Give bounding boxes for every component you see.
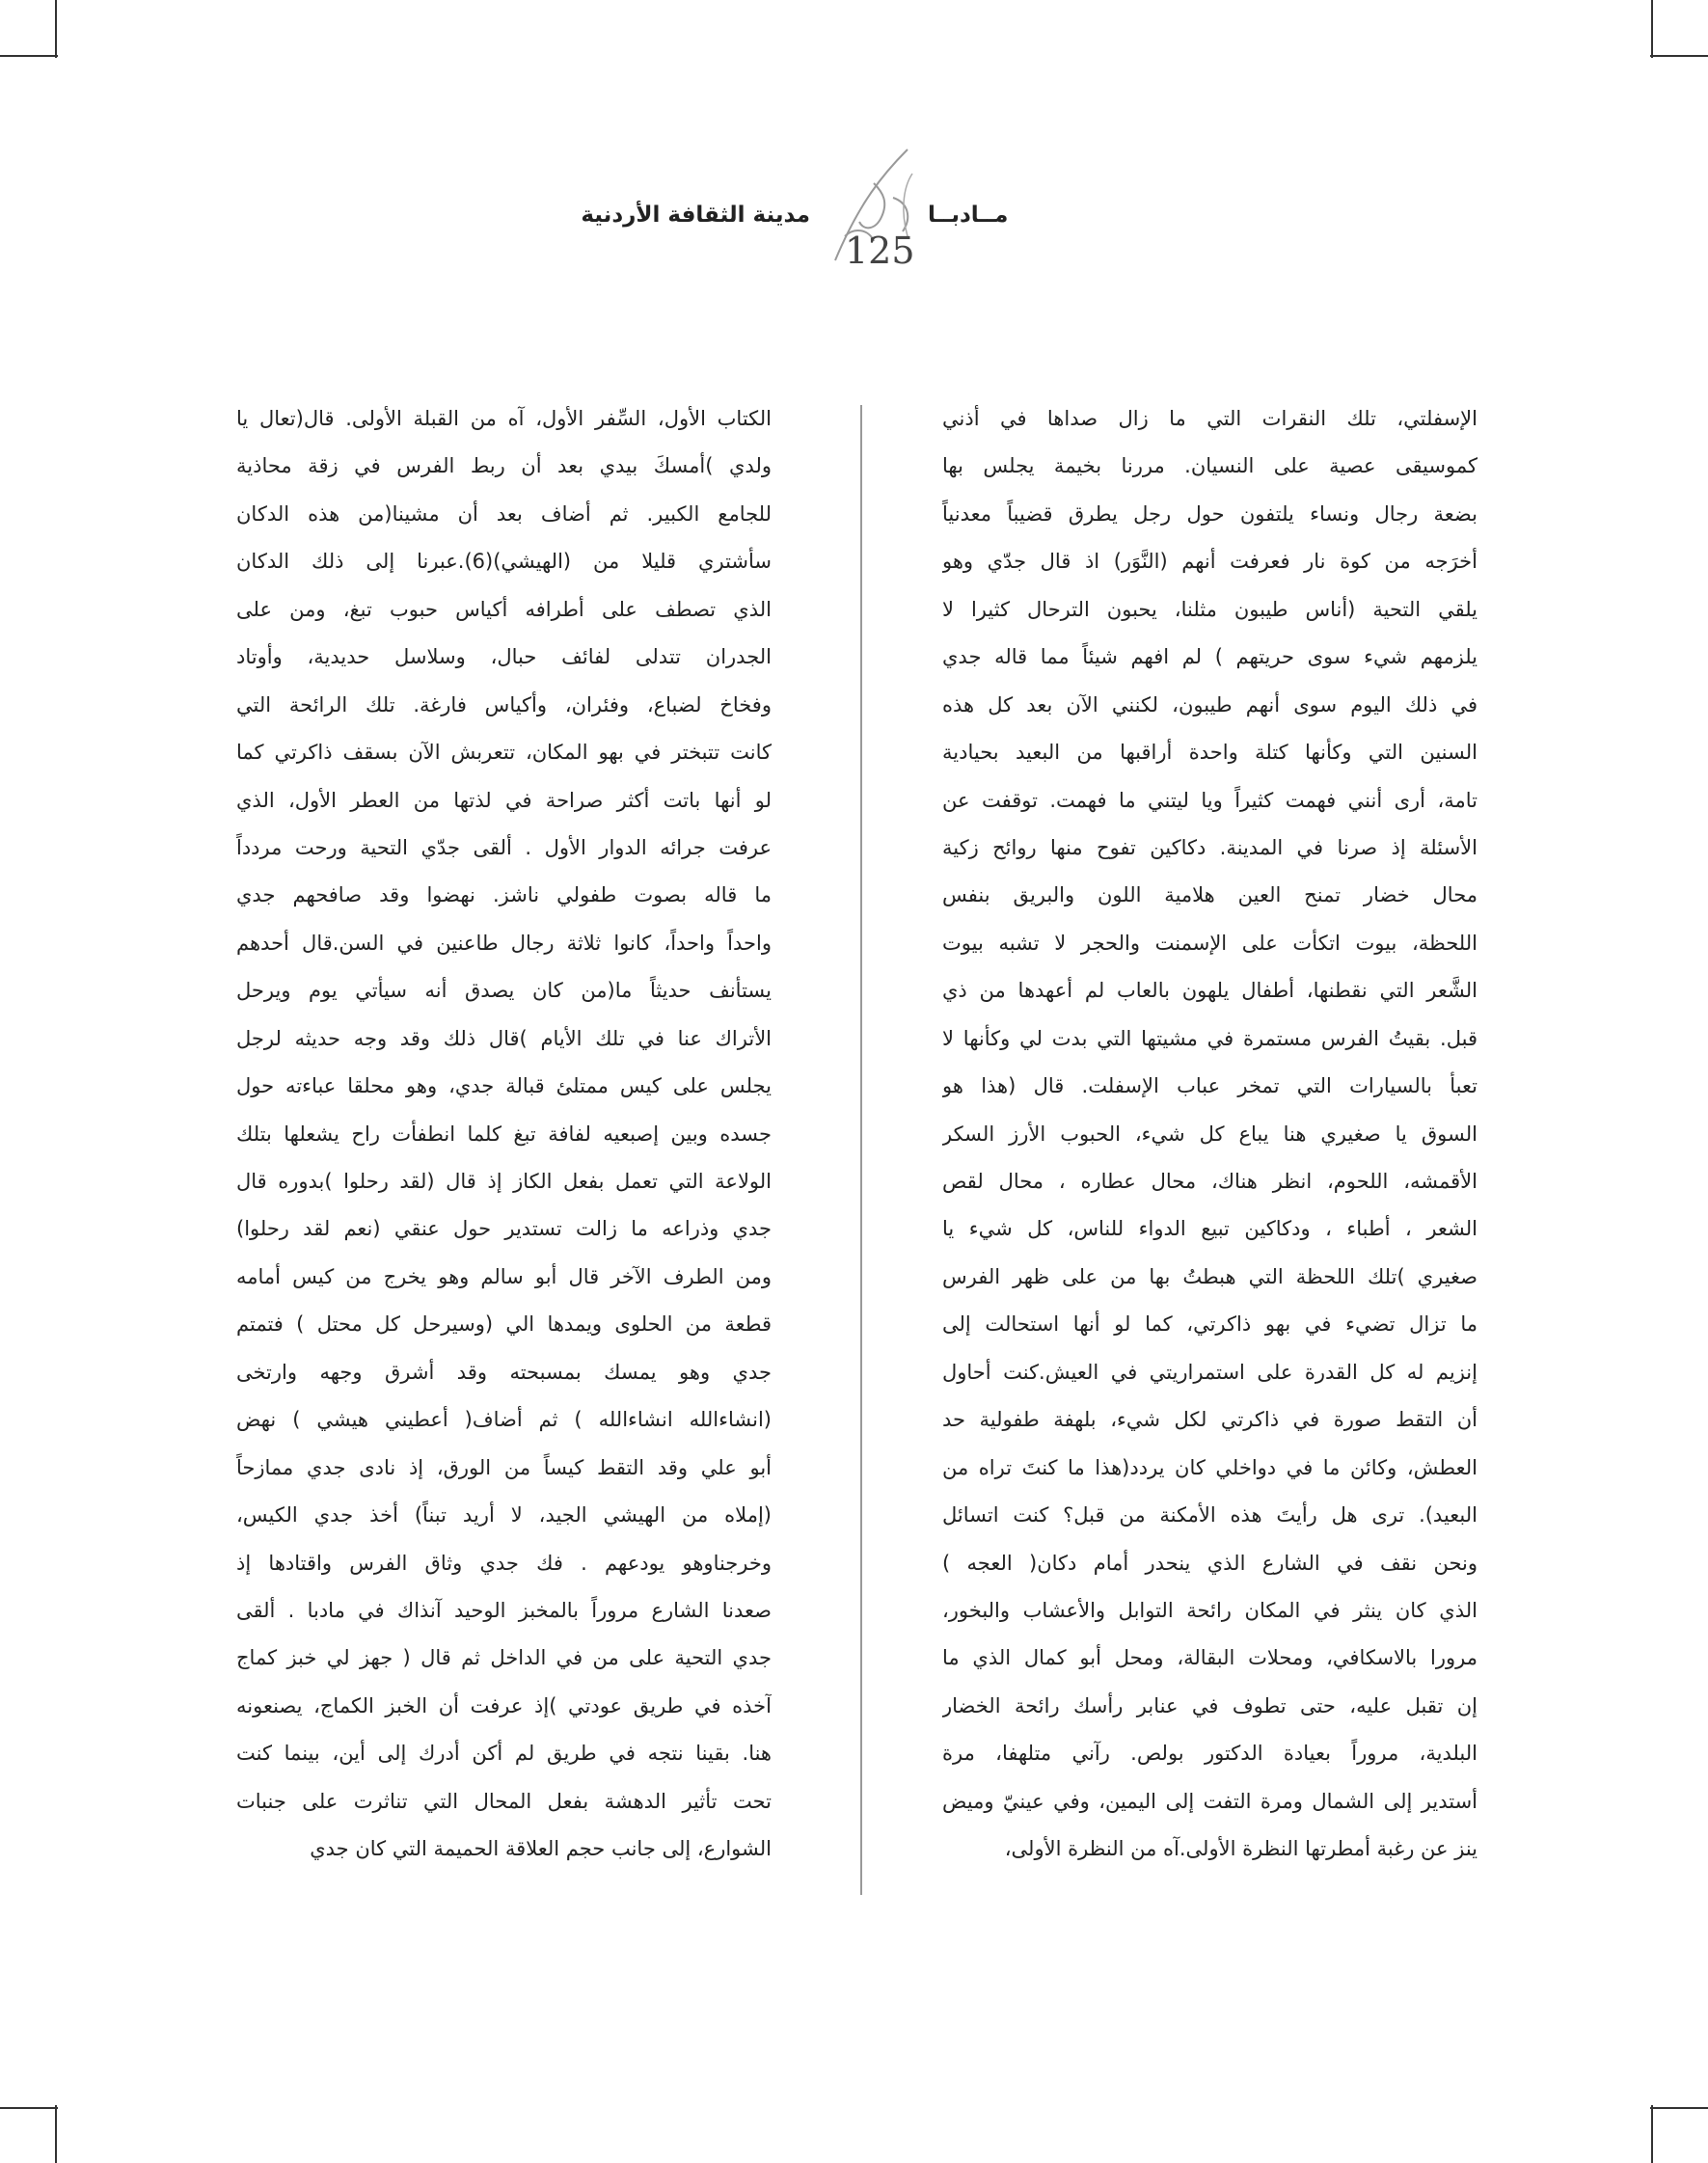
text-line: تامة، أرى أنني فهمت كثيراً ويا ليتني ما فهمت. توقفت عن xyxy=(942,788,1478,812)
text-line: صغيري )تلك اللحظة التي هبطتُ بها من على ظهر الفرس xyxy=(942,1264,1478,1288)
header-publication: مــادبــا xyxy=(928,203,1009,228)
text-line: بضعة رجال ونساء يلتفون حول رجل يطرق قضيباً معدنياً xyxy=(942,501,1478,526)
crop-mark xyxy=(1650,55,1708,57)
text-line: الولاعة التي تعمل بفعل الكاز إذ قال (لقد رحلوا )بدوره قال xyxy=(236,1170,772,1193)
text-line: أخرَجه من كوة نار فعرفت أنهم (النَّوَر) اذ قال جدّي وهو xyxy=(942,550,1478,574)
text-line: وخرجناوهو يودعهم . فك جدي وثاق الفرس واقتادها إذ xyxy=(236,1551,772,1575)
text-line: يجلس على كيس ممتلئ قبالة جدي، وهو محلقا عباءته حول xyxy=(236,1074,772,1098)
column-divider xyxy=(860,405,862,1895)
text-line: ينز عن رغبة أمطرتها النظرة الأولى.آه من النظرة الأولى، xyxy=(1004,1837,1478,1861)
text-line: سأشتري قليلا من (الهيشي)(6).عبرنا إلى ذلك الدكان xyxy=(236,550,772,574)
page-header xyxy=(579,125,1157,294)
text-column-right xyxy=(942,395,1478,1874)
crop-mark xyxy=(0,55,58,57)
text-line: ومن الطرف الآخر قال أبو سالم وهو يخرج من كيس أمامه xyxy=(236,1264,772,1288)
text-line: الذي كان ينثر في المكان رائحة التوابل والأعشاب والبخور، xyxy=(942,1598,1478,1622)
crop-mark xyxy=(1651,2105,1653,2163)
text-line: جسده وبين إصبعيه لفافة تبغ كلما انطفأت راح يشعلها بتلك xyxy=(236,1122,772,1146)
text-line: يلزمهم شيء سوى حريتهم ) لم افهم شيئاً مما قاله جدي xyxy=(942,645,1478,669)
text-line: ما قاله بصوت طفولي ناشز. نهضوا وقد صافحهم جدي xyxy=(236,883,772,907)
text-line: تعبأ بالسيارات التي تمخر عباب الإسفلت. قال (هذا هو xyxy=(942,1074,1478,1098)
text-line: إن تقبل عليه، حتى تطوف في عنابر رأسك رائحة الخضار xyxy=(942,1693,1478,1717)
text-line: الشعر ، أطباء ، ودكاكين تبيع الدواء للناس، كل شيء يا xyxy=(942,1217,1478,1241)
text-column-left xyxy=(236,395,772,1874)
text-line: ونحن نقف في الشارع الذي ينحدر أمام دكان( العجه ) xyxy=(942,1551,1478,1575)
crop-mark xyxy=(1651,0,1653,58)
text-line: البلدية، مروراً بعيادة الدكتور بولص. رآني متلهفا، مرة xyxy=(942,1742,1478,1766)
text-line: الجدران تتدلى لفائف حبال، وسلاسل حديدية، وأوتاد xyxy=(236,645,772,669)
text-line: السنين التي وكأنها كتلة واحدة أراقبها من البعيد بحيادية xyxy=(942,741,1478,765)
text-line: قطعة من الحلوى ويمدها الي (وسيرحل كل محتل ) فتمتم xyxy=(236,1312,772,1337)
text-line: (انشاءالله انشاءالله ) ثم أضاف( أعطيني هيشي ) نهض xyxy=(236,1408,772,1432)
text-line: يلقي التحية (أناس طيبون مثلنا، يحبون الترحال كثيرا لا xyxy=(942,597,1478,621)
text-line: السوق يا صغيري هنا يباع كل شيء، الحبوب الأرز السكر xyxy=(942,1122,1478,1146)
text-line: عرفت جرائه الدوار الأول . ألقى جدّي التحية ورحت مردداً xyxy=(236,835,772,859)
text-line: جدي التحية على من في الداخل ثم قال ( جهز لي خبز كماج xyxy=(236,1646,772,1670)
text-line: لو أنها باتت أكثر صراحة في لذتها من العطر الأول، الذي xyxy=(236,788,772,812)
text-line: ما تزال تضيء في بهو ذاكرتي، كما لو أنها استحالت إلى xyxy=(942,1312,1478,1337)
text-line: للجامع الكبير. ثم أضاف بعد أن مشينا(من هذه الدكان xyxy=(236,501,772,526)
text-line: محال خضار تمنح العين هلامية اللون والبريق بنفس xyxy=(942,883,1478,907)
crop-mark xyxy=(0,2107,58,2109)
text-line: يستأنف حديثاً ما(من كان يصدق أنه سيأتي يوم ويرحل xyxy=(236,979,772,1003)
text-line: الأقمشه، اللحوم، انظر هناك، محال عطاره ، محال لقص xyxy=(942,1170,1478,1193)
text-line: جدي وهو يمسك بمسبحته وقد أشرق وجهه وارتخى xyxy=(236,1360,772,1384)
text-line: إنزيم له كل القدرة على استمراريتي في العيش.كنت أحاول xyxy=(942,1360,1478,1384)
crop-mark xyxy=(55,0,57,58)
text-line: مرورا بالاسكافي، ومحلات البقالة، ومحل أبو كمال الذي ما xyxy=(942,1646,1478,1670)
text-line: هنا. بقينا نتجه في طريق لم أكن أدرك إلى أين، بينما كنت xyxy=(236,1742,772,1766)
text-line: العطش، وكائن ما في دواخلي كان يردد(هذا ما كنتَ تراه من xyxy=(942,1455,1478,1479)
text-line: الأسئلة إذ صرنا في المدينة. دكاكين تفوح منها روائح زكية xyxy=(942,835,1478,859)
crop-mark xyxy=(1650,2107,1708,2109)
text-line: الإسفلتي، تلك النقرات التي ما زال صداها في أذني xyxy=(942,407,1478,430)
text-line: قبل. بقيتُ الفرس مستمرة في مشيتها التي بدت لي وكأنها لا xyxy=(942,1026,1478,1050)
text-line: كموسيقى عصية على النسيان. مررنا بخيمة يجلس بها xyxy=(942,454,1478,478)
text-line: أن التقط صورة في ذاكرتي لكل شيء، بلهفة طفولية حد xyxy=(942,1408,1478,1432)
crop-mark xyxy=(55,2105,57,2163)
text-line: أستدير إلى الشمال ومرة التفت إلى اليمين، وفي عينيّ وميض xyxy=(942,1789,1478,1813)
text-line: آخذه في طريق عودتي )إذ عرفت أن الخبز الكماج، يصنعونه xyxy=(236,1693,772,1717)
text-line: اللحظة، بيوت اتكأت على الإسمنت والحجر لا تشبه بيوت xyxy=(942,931,1478,955)
header-subtitle: مدينة الثقافة الأردنية xyxy=(581,203,810,228)
text-line: صعدنا الشارع مروراً بالمخبز الوحيد آنذاك في مادبا . ألقى xyxy=(236,1598,772,1622)
text-line: الذي تصطف على أطرافه أكياس حبوب تبغ، ومن على xyxy=(236,597,772,621)
text-line: البعيد). ترى هل رأيتَ هذه الأمكنة من قبل؟ كنت اتسائل xyxy=(942,1503,1478,1528)
text-line: تحت تأثير الدهشة بفعل المحال التي تناثرت على جنبات xyxy=(236,1789,772,1813)
text-line: الأتراك عنا في تلك الأيام )قال ذلك وقد وجه حديثه لرجل xyxy=(236,1026,772,1050)
text-line: ولدي )أمسكَ بيدي بعد أن ربط الفرس في زقة محاذية xyxy=(236,454,772,478)
text-line: أبو علي وقد التقط كيساً من الورق، إذ نادى جدي ممازحاً xyxy=(236,1455,772,1479)
text-line: كانت تتبختر في بهو المكان، تتعربش الآن بسقف ذاكرتي كما xyxy=(236,741,772,765)
text-line: وفخاخ لضباع، وفئران، وأكياس فارغة. تلك الرائحة التي xyxy=(236,692,772,716)
page-number: 125 xyxy=(845,230,915,272)
text-line: جدي وذراعه ما زالت تستدير حول عنقي (نعم لقد رحلوا) xyxy=(236,1217,772,1241)
text-line: الشَّعر التي نقطنها، أطفال يلهون بالعاب لم أعهدها من ذي xyxy=(942,979,1478,1003)
text-line: واحداً واحداً، كانوا ثلاثة رجال طاعنين في السن.قال أحدهم xyxy=(236,931,772,955)
text-line: الكتاب الأول، السِّفر الأول، آه من القبلة الأولى. قال(تعال يا xyxy=(236,407,772,430)
text-line: الشوارع، إلى جانب حجم العلاقة الحميمة التي كان جدي xyxy=(310,1837,772,1861)
text-line: في ذلك اليوم سوى أنهم طيبون، لكنني الآن بعد كل هذه xyxy=(942,692,1478,716)
text-line: (إملاه من الهيشي الجيد، لا أريد تبناً) أخذ جدي الكيس، xyxy=(236,1503,772,1528)
